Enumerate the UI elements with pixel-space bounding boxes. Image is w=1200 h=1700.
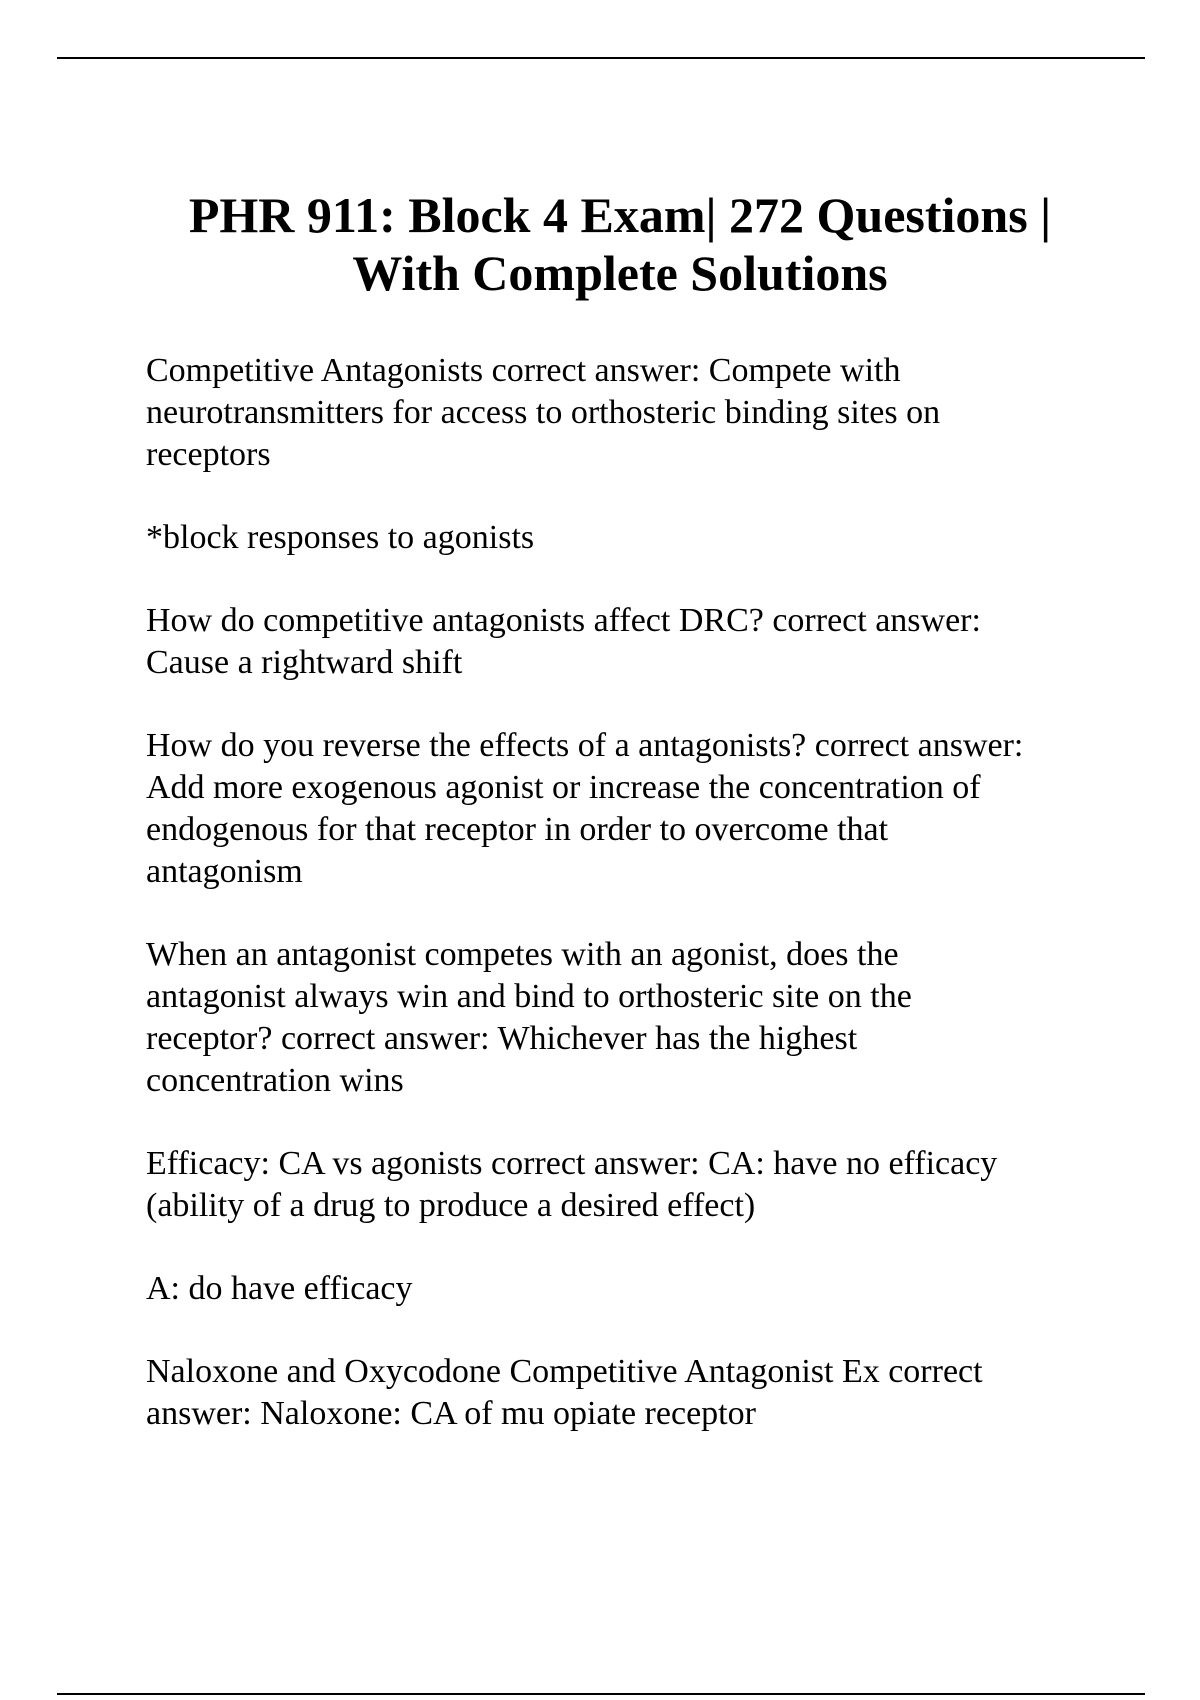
title-line-2: With Complete Solutions bbox=[352, 245, 888, 301]
paragraph-naloxone: Naloxone and Oxycodone Competitive Antagonist Ex correct answer: Naloxone: CA of mu opiate receptor bbox=[146, 1353, 983, 1432]
paragraph-block-responses: *block responses to agonists bbox=[146, 519, 535, 556]
paragraph-competition: When an antagonist competes with an agonist, does the antagonist always win and bind to orthosteric site on the receptor? correct answer: Whichever has the highest concentration wins bbox=[146, 936, 912, 1099]
paragraph-competitive-antagonists: Competitive Antagonists correct answer: Compete with neurotransmitters for access to orthosteric binding sites on receptors bbox=[146, 352, 941, 473]
paragraph-efficacy: Efficacy: CA vs agonists correct answer: CA: have no efficacy (ability of a drug to produce a desired effect) bbox=[146, 1145, 998, 1224]
paragraph-agonist-efficacy: A: do have efficacy bbox=[146, 1270, 413, 1307]
document-title bbox=[100, 186, 1140, 302]
document-body bbox=[146, 350, 1106, 1476]
paragraph-drc-effect: How do competitive antagonists affect DRC? correct answer: Cause a rightward shift bbox=[146, 602, 981, 681]
title-line-1: PHR 911: Block 4 Exam| 272 Questions | bbox=[188, 187, 1052, 243]
paragraph-reverse-effects: How do you reverse the effects of a antagonists? correct answer: Add more exogenous agonist or increase the concentration of endogenous for that receptor in order to overcome that antagonism bbox=[146, 727, 1024, 890]
header-rule bbox=[57, 57, 1145, 59]
footer-rule bbox=[57, 1693, 1145, 1695]
